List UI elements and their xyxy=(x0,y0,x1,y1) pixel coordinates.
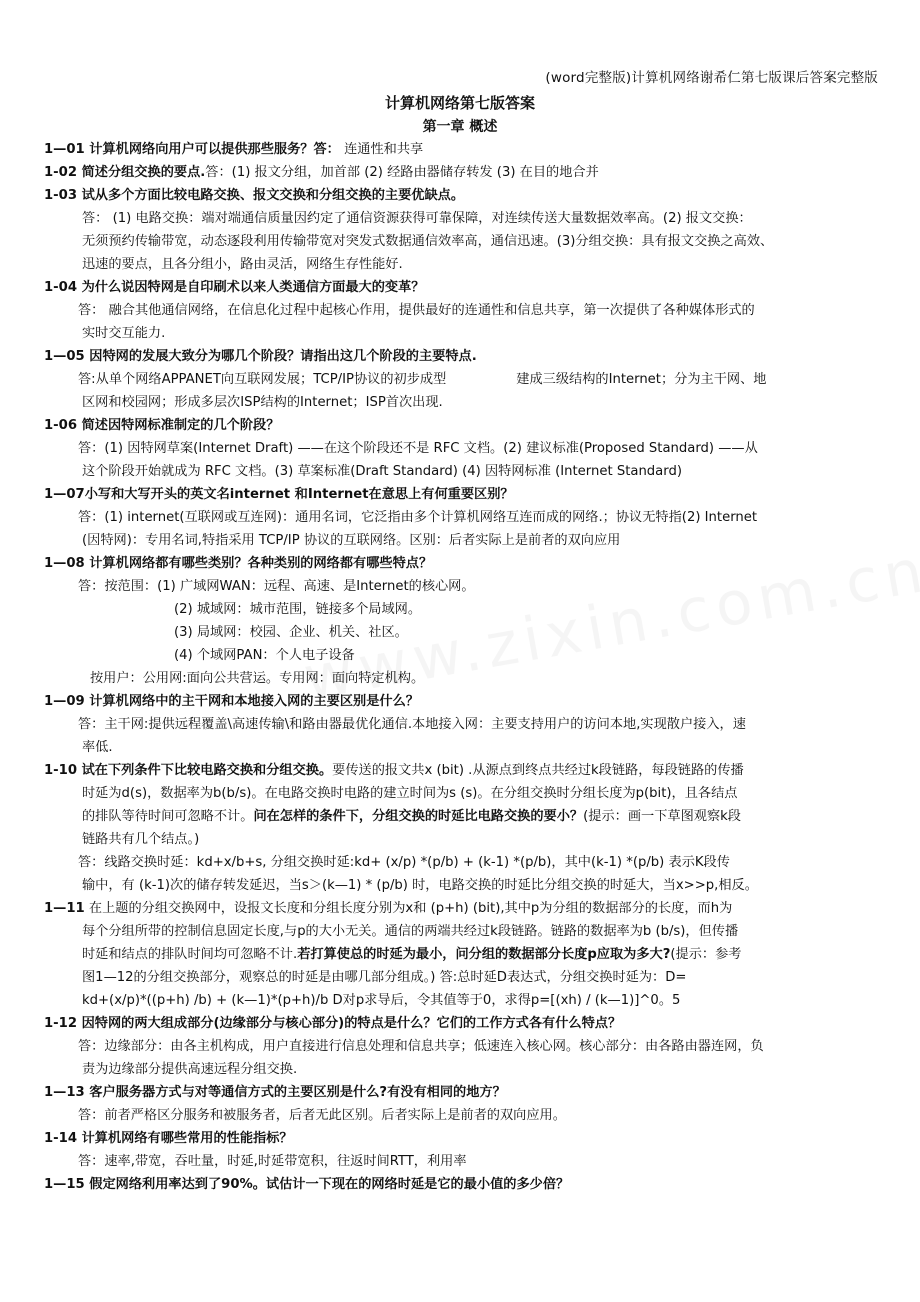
answer-line: 答：线路交换时延：kd+x/b+s, 分组交换时延:kd+ (x/p) *(p/b) + (k-1) *(p/b)，其中(k-1) *(p/b) 表示K段传 xyxy=(78,855,730,870)
question-1-15: 1—15 假定网络利用率达到了90%。试估计一下现在的网络时延是它的最小值的多少倍？ xyxy=(44,1177,570,1192)
question-1-10: 1-10 试在下列条件下比较电路交换和分组交换。要传送的报文共x (bit) .从源点到终点共经过k段链路，每段链路的传播 xyxy=(44,763,744,778)
answer-line: 答：边缘部分：由各主机构成，用户直接进行信息处理和信息共享；低速连入核心网。核心部分：由各路由器连网，负 xyxy=(78,1039,764,1054)
answer-line: 答：(1) internet(互联网或互连网)：通用名词，它泛指由多个计算机网络互连而成的网络.；协议无特指(2) Internet xyxy=(78,510,758,525)
question-text-line: 时延和结点的排队时间均可忽略不计.若打算使总的时延为最小，问分组的数据部分长度p应取为多大?(提示：参考 xyxy=(82,947,742,962)
page-header: (word完整版)计算机网络谢希仁第七版课后答案完整版 xyxy=(545,70,878,86)
question-1-12: 1-12 因特网的两大组成部分(边缘部分与核心部分)的特点是什么？它们的工作方式各有什么特点？ xyxy=(44,1016,622,1031)
question-1-02: 1-02 简述分组交换的要点.答：(1) 报文分组，加首部 (2) 经路由器储存转发 (3) 在目的地合并 xyxy=(44,165,599,180)
answer-line: 按用户：公用网:面向公共营运。专用网：面向特定机构。 xyxy=(90,671,425,686)
answer-line: 实时交互能力. xyxy=(82,326,166,341)
question-1-07: 1—07小写和大写开头的英文名internet 和Internet在意思上有何重要区别？ xyxy=(44,487,514,502)
question-1-05: 1—05 因特网的发展大致分为哪几个阶段？请指出这几个阶段的主要特点. xyxy=(44,349,477,364)
answer-line: 答： 融合其他通信网络，在信息化过程中起核心作用，提供最好的连通性和信息共享，第一次提供了各种媒体形式的 xyxy=(78,303,755,318)
question-1-09: 1—09 计算机网络中的主干网和本地接入网的主要区别是什么？ xyxy=(44,694,419,709)
question-text-line: 链路共有几个结点。) xyxy=(82,832,200,847)
question-text-line: 的排队等待时间可忽略不计。问在怎样的条件下，分组交换的时延比电路交换的要小？(提示：画一下草图观察k段 xyxy=(82,809,741,824)
answer-line: (3) 局域网：校园、企业、机关、社区。 xyxy=(174,625,408,640)
question-1-08: 1—08 计算机网络都有哪些类别？各种类别的网络都有哪些特点？ xyxy=(44,556,433,571)
answer-line: 无须预约传输带宽，动态逐段利用传输带宽对突发式数据通信效率高，通信迅速。(3)分组交换：具有报文交换之高效、 xyxy=(82,234,774,249)
answer-line: 区网和校园网；形成多层次ISP结构的Internet；ISP首次出现. xyxy=(82,395,443,410)
answer-line: 答：前者严格区分服务和被服务者，后者无此区别。后者实际上是前者的双向应用。 xyxy=(78,1108,566,1123)
question-text-line: 每个分组所带的控制信息固定长度,与p的大小无关。通信的两端共经过k段链路。链路的数据率为b (b/s)，但传播 xyxy=(82,924,739,939)
answer-line: (4) 个域网PAN：个人电子设备 xyxy=(174,648,355,663)
question-1-01: 1—01 计算机网络向用户可以提供那些服务？答： 连通性和共享 xyxy=(44,142,424,157)
answer-line: 率低. xyxy=(82,740,113,755)
answer-line: 答：速率,带宽，吞吐量，时延,时延带宽积，往返时间RTT，利用率 xyxy=(78,1154,467,1169)
question-text-line: 时延为d(s)，数据率为b(b/s)。在电路交换时电路的建立时间为s (s)。在分组交换时分组长度为p(bit)，且各结点 xyxy=(82,786,738,801)
answer-line: 迅速的要点，且各分组小，路由灵活，网络生存性能好. xyxy=(82,257,403,272)
doc-title: 计算机网络第七版答案 xyxy=(384,94,535,112)
chapter-heading: 第一章 概述 xyxy=(422,119,498,135)
answer-line: (2) 城域网：城市范围，链接多个局域网。 xyxy=(174,602,422,617)
answer-line: 责为边缘部分提供高速远程分组交换. xyxy=(82,1062,298,1077)
answer-line: 答：(1) 因特网草案(Internet Draft) ——在这个阶段还不是 RFC 文档。(2) 建议标准(Proposed Standard) ——从 xyxy=(78,441,758,456)
answer-line: 这个阶段开始就成为 RFC 文档。(3) 草案标准(Draft Standard) (4) 因特网标准 (Internet Standard) xyxy=(82,464,682,479)
answer-line: 答：按范围：(1) 广域网WAN：远程、高速、是Internet的核心网。 xyxy=(78,579,475,594)
question-1-11: 1—11 在上题的分组交换网中，设报文长度和分组长度分别为x和 (p+h) (bit),其中p为分组的数据部分的长度，而h为 xyxy=(44,901,733,916)
answer-line: kd+(x/p)*((p+h) /b) + (k—1)*(p+h)/b D对p求导后，令其值等于0，求得p=[(xh) / (k—1)]^0。5 xyxy=(82,993,681,1008)
question-text-line: 图1—12的分组交换部分，观察总的时延是由哪几部分组成。) 答:总时延D表达式，分组交换时延为：D= xyxy=(82,970,687,985)
answer-line: 输中，有 (k-1)次的储存转发延迟，当s＞(k—1) * (p/b) 时，电路交换的时延比分组交换的时延大，当x>>p,相反。 xyxy=(82,878,758,893)
question-1-14: 1-14 计算机网络有哪些常用的性能指标？ xyxy=(44,1131,293,1146)
document-body xyxy=(44,138,884,1196)
answer-line: (因特网)：专用名词,特指采用 TCP/IP 协议的互联网络。区别：后者实际上是前者的双向应用 xyxy=(82,533,621,548)
answer-line: 答： (1) 电路交换：端对端通信质量因约定了通信资源获得可靠保障，对连续传送大量数据效率高。(2) 报文交换： xyxy=(82,211,752,226)
question-1-06: 1-06 简述因特网标准制定的几个阶段？ xyxy=(44,418,280,433)
question-1-03: 1-03 试从多个方面比较电路交换、报文交换和分组交换的主要优缺点。 xyxy=(44,188,465,203)
question-1-13: 1—13 客户服务器方式与对等通信方式的主要区别是什么?有没有相同的地方？ xyxy=(44,1085,506,1100)
answer-line: 答:从单个网络APPANET向互联网发展；TCP/IP协议的初步成型 建成三级结构的Internet；分为主干网、地 xyxy=(78,372,767,387)
question-1-04: 1-04 为什么说因特网是自印刷术以来人类通信方面最大的变革？ xyxy=(44,280,425,295)
answer-line: 答：主干网:提供远程覆盖\高速传输\和路由器最优化通信.本地接入网：主要支持用户的访问本地,实现散户接入，速 xyxy=(78,717,746,732)
